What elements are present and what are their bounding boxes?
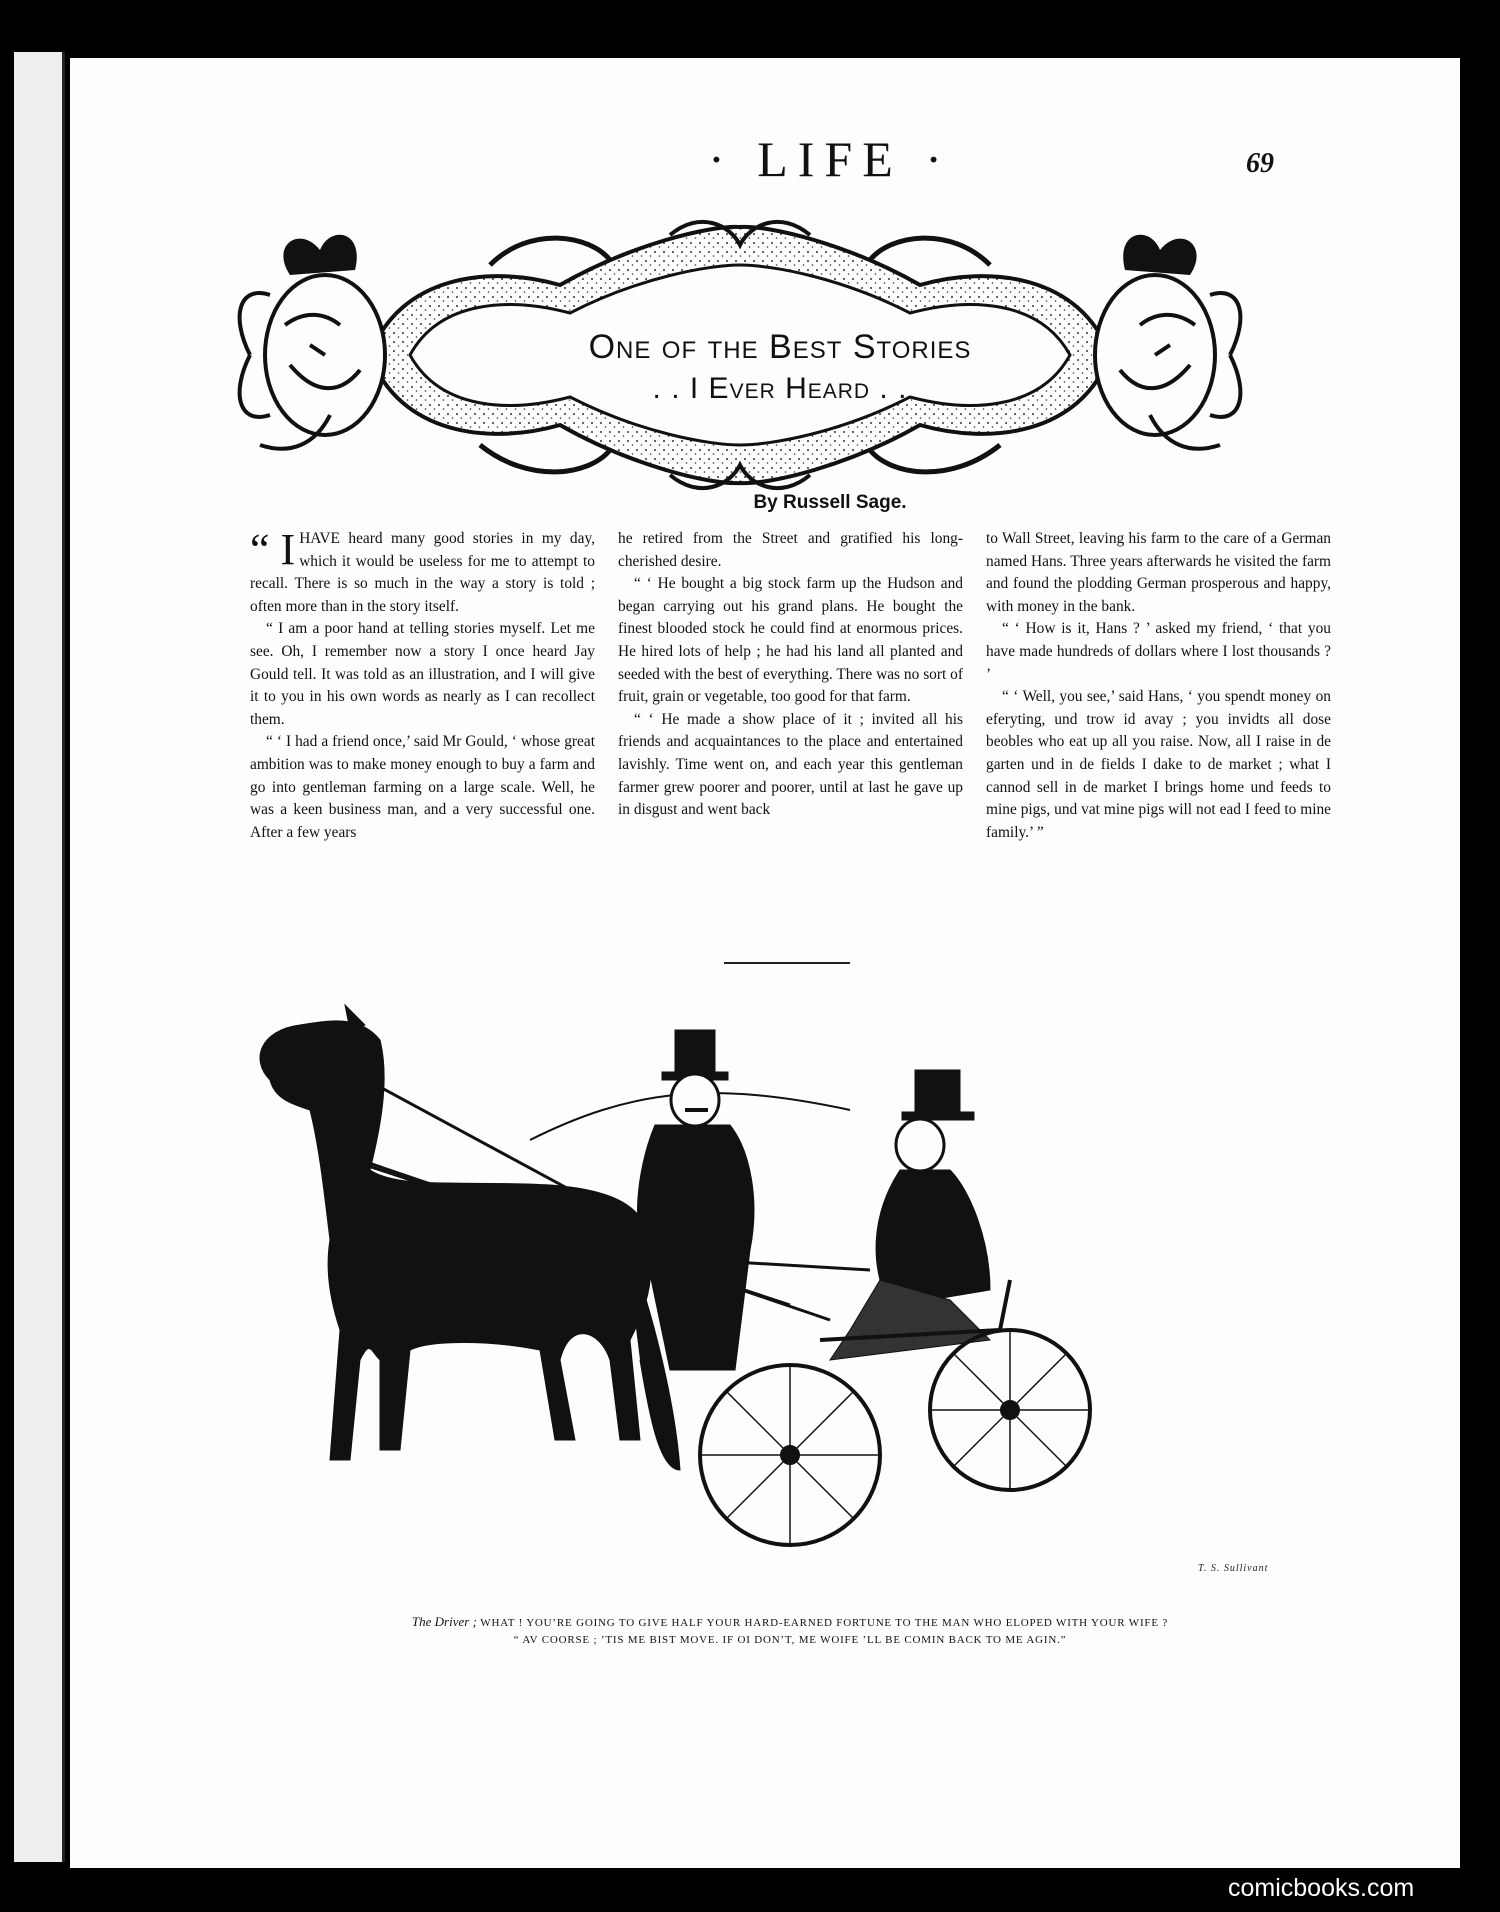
paragraph: “ ‘ How is it, Hans ? ’ asked my friend, ‘ that you have made hundreds of dollars where I lost thousands ? ’ (986, 620, 1331, 683)
text-column-2 (618, 528, 963, 822)
caption-line-2: “ AV COORSE ; ’TIS ME BIST MOVE. IF OI DON’T, ME WOIFE ’LL BE COMIN BACK TO ME AGIN.” (513, 1634, 1067, 1646)
facing-page-edge (14, 52, 65, 1862)
artist-signature: T. S. Sullivant (1198, 1563, 1269, 1574)
section-divider (724, 962, 850, 964)
carriage-wheels (700, 1330, 1090, 1545)
article-title-line1: One of the Best Stories (588, 328, 972, 366)
drop-cap: “ I (250, 525, 296, 574)
page-number: 69 (1246, 148, 1274, 179)
paragraph: to Wall Street, leaving his farm to the care of a German named Hans. Three years afterwards he visited the farm and found the plodding German prosperous and happy, with money in the bank. (986, 530, 1331, 615)
horse (260, 1005, 680, 1470)
caption-speaker: The Driver ; (411, 1614, 477, 1629)
paragraph: “ ‘ He made a show place of it ; invited all his friends and acquaintances to the place and entertained lavishly. Time went on, and each year this gentleman farmer grew poorer and poorer, until at last he gave up in disgust and went back (618, 710, 963, 819)
horse-and-carriage-illustration (230, 1000, 1350, 1620)
byline: By Russell Sage. (753, 492, 907, 513)
paragraph: “ I am a poor hand at telling stories myself. Let me see. Oh, I remember now a story I once heard Jay Gould tell. It was told as an illustration, and I will give it to you in his own words as nearly as I can recollect them. (250, 620, 595, 728)
paragraph: “ I HAVE heard many good stories in my day, which it would be useless for me to attempt to recall. There is so much in the way a story is told ; often more than in the story itself. (250, 525, 595, 615)
right-grotesque-face (1095, 235, 1240, 449)
seated-man (830, 1070, 990, 1360)
text-column-1 (250, 525, 595, 844)
paragraph: “ ‘ I had a friend once,’ said Mr Gould, ‘ whose great ambition was to make money enough to buy a farm and go into gentleman farming on a large scale. Well, he was a keen business man, and a very successful one. After a few years (250, 733, 595, 841)
standing-man (638, 1030, 754, 1370)
text-column-3 (986, 528, 1331, 844)
watermark: comicbooks.com (1228, 1874, 1415, 1902)
article-title-line2: . . I Ever Heard . . (652, 372, 908, 405)
masthead: · LIFE · (708, 131, 952, 187)
paragraph: “ ‘ Well, you see,’ said Hans, ‘ you spendt money on eferyting, und trow id avay ; you invidts all dose beobles who eat up all you raise. Now, all I raise in de garten und in de fields I dake to de market ; what I cannod sell in de market I brings home und feeds to mine pigs, und vat mine pigs will not ead I feed to mine family.’ ” (986, 688, 1331, 841)
paragraph: “ ‘ He bought a big stock farm up the Hudson and began carrying out his grand plans. He bought the finest blooded stock he could find at enormous prices. He hired lots of help ; he had his land all planted and seeded with the best of everything. There was no sort of fruit, grain or vegetable, too good for that farm. (618, 575, 963, 706)
left-grotesque-face (240, 235, 385, 449)
caption-line-1: The Driver ; WHAT ! YOU’RE GOING TO GIVE HALF YOUR HARD-EARNED FORTUNE TO THE MAN WHO ELOPED WITH YOUR WIFE ? (411, 1614, 1169, 1629)
paragraph: he retired from the Street and gratified his long-cherished desire. (618, 530, 963, 570)
